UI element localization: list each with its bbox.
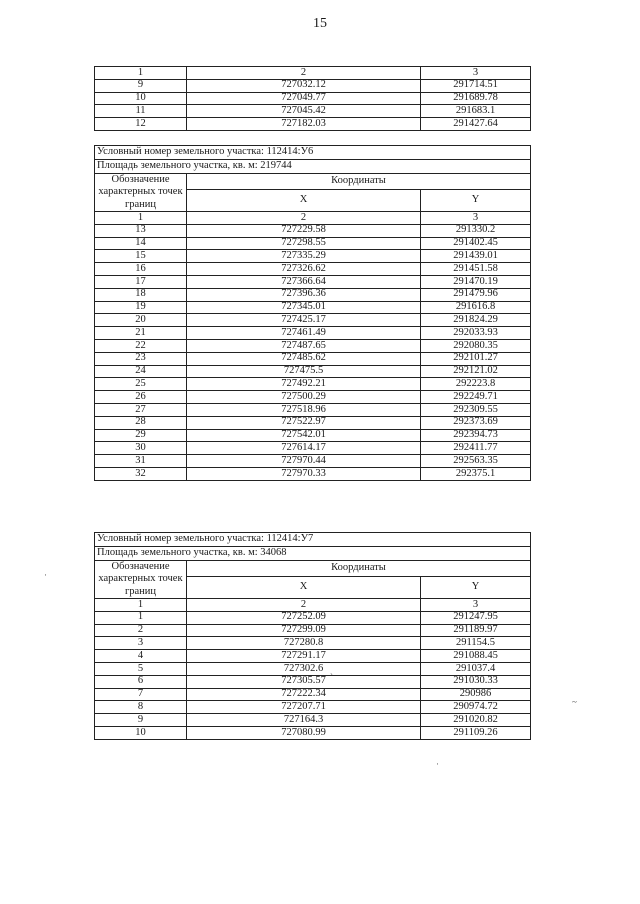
y-coordinate-cell: 292249.71 — [421, 391, 531, 404]
table-row — [95, 650, 531, 663]
table-row — [95, 301, 531, 314]
y-coordinate-cell: 292375.1 — [421, 467, 531, 480]
table-row — [95, 637, 531, 650]
y-coordinate-cell: 291402.45 — [421, 237, 531, 250]
table-row — [95, 339, 531, 352]
x-coordinate-cell: 727229.58 — [187, 224, 421, 237]
table-row — [95, 701, 531, 714]
table-row — [95, 455, 531, 468]
point-number-cell: 23 — [95, 352, 187, 365]
table-row — [95, 92, 531, 105]
cadastral-number-label: Условный номер земельного участка: 112414:У6 — [95, 146, 531, 160]
point-number-cell: 9 — [95, 79, 187, 92]
y-coordinate-cell: 291154.5 — [421, 637, 531, 650]
table-row — [95, 624, 531, 637]
point-number-cell: 17 — [95, 275, 187, 288]
cadastral-number-label: Условный номер земельного участка: 112414:У7 — [95, 533, 531, 547]
table-body — [95, 67, 531, 131]
coordinates-header: Координаты — [187, 174, 531, 190]
point-number-cell: 29 — [95, 429, 187, 442]
table-row — [95, 237, 531, 250]
point-number-cell: 7 — [95, 688, 187, 701]
x-coordinate-cell: 727164.3 — [187, 714, 421, 727]
x-coordinate-cell: 727425.17 — [187, 314, 421, 327]
scan-speck: · — [436, 759, 439, 769]
x-coordinate-cell: 727049.77 — [187, 92, 421, 105]
x-coordinate-cell: 727302.6 — [187, 662, 421, 675]
x-coordinate-cell: 727280.8 — [187, 637, 421, 650]
y-coordinate-cell: 291451.58 — [421, 263, 531, 276]
table-body — [95, 146, 531, 481]
parcel-u7-table — [94, 532, 531, 740]
x-coordinate-cell: 727045.42 — [187, 105, 421, 118]
point-number-cell: 12 — [95, 118, 187, 131]
table-row — [95, 442, 531, 455]
y-coordinate-cell: 291020.82 — [421, 714, 531, 727]
y-coordinate-cell: 291439.01 — [421, 250, 531, 263]
table-row — [95, 79, 531, 92]
point-number-cell: 13 — [95, 224, 187, 237]
y-coordinate-cell: 292394.73 — [421, 429, 531, 442]
cadastral-number-row — [95, 146, 531, 160]
y-coordinate-cell: 292373.69 — [421, 416, 531, 429]
point-designation-header: Обозначение характерных точек границ — [95, 561, 187, 599]
table-row — [95, 416, 531, 429]
column-number-row — [95, 212, 531, 225]
coordinates-table-continuation — [94, 66, 531, 131]
x-coordinate-cell: 727298.55 — [187, 237, 421, 250]
column-number-cell: 1 — [95, 599, 187, 612]
scan-speck: ` — [330, 672, 333, 682]
table-row — [95, 378, 531, 391]
x-coordinate-cell: 727970.33 — [187, 467, 421, 480]
y-coordinate-cell: 290986 — [421, 688, 531, 701]
y-coordinate-cell: 291479.96 — [421, 288, 531, 301]
x-coordinate-cell: 727305.57 — [187, 675, 421, 688]
point-number-cell: 26 — [95, 391, 187, 404]
point-number-cell: 27 — [95, 403, 187, 416]
y-coordinate-cell: 291470.19 — [421, 275, 531, 288]
x-coordinate-cell: 727970.44 — [187, 455, 421, 468]
parcel-u6-table — [94, 145, 531, 481]
column-number-row — [95, 599, 531, 612]
table-row — [95, 105, 531, 118]
point-number-cell: 22 — [95, 339, 187, 352]
page-number: 15 — [313, 16, 327, 31]
x-coordinate-cell: 727475.5 — [187, 365, 421, 378]
table-body — [95, 533, 531, 740]
y-coordinate-cell: 291689.78 — [421, 92, 531, 105]
point-number-cell: 10 — [95, 92, 187, 105]
y-coordinate-cell: 292080.35 — [421, 339, 531, 352]
y-coordinate-cell: 291683.1 — [421, 105, 531, 118]
x-coordinate-cell: 727396.36 — [187, 288, 421, 301]
point-designation-header: Обозначение характерных точек границ — [95, 174, 187, 212]
column-number-cell: 2 — [187, 599, 421, 612]
scan-speck: ~ — [572, 697, 577, 707]
x-coordinate-cell: 727335.29 — [187, 250, 421, 263]
table-row — [95, 275, 531, 288]
point-number-cell: 18 — [95, 288, 187, 301]
header-row — [95, 174, 531, 190]
table-row — [95, 352, 531, 365]
table-row — [95, 327, 531, 340]
point-number-cell: 1 — [95, 611, 187, 624]
area-row — [95, 547, 531, 561]
table-row — [95, 688, 531, 701]
y-coordinate-cell: 291037.4 — [421, 662, 531, 675]
y-coordinate-cell: 291189.97 — [421, 624, 531, 637]
point-number-cell: 19 — [95, 301, 187, 314]
point-number-cell: 9 — [95, 714, 187, 727]
table-row — [95, 611, 531, 624]
x-coordinate-cell: 727080.99 — [187, 726, 421, 739]
column-number-cell: 2 — [187, 67, 421, 80]
table-row — [95, 726, 531, 739]
x-header: X — [187, 577, 421, 599]
column-number-cell: 1 — [95, 212, 187, 225]
point-number-cell: 6 — [95, 675, 187, 688]
y-coordinate-cell: 291030.33 — [421, 675, 531, 688]
point-number-cell: 14 — [95, 237, 187, 250]
x-coordinate-cell: 727326.62 — [187, 263, 421, 276]
y-coordinate-cell: 292101.27 — [421, 352, 531, 365]
x-coordinate-cell: 727485.62 — [187, 352, 421, 365]
y-coordinate-cell: 292563.35 — [421, 455, 531, 468]
column-number-cell: 3 — [421, 67, 531, 80]
area-label: Площадь земельного участка, кв. м: 219744 — [95, 160, 531, 174]
table-row — [95, 250, 531, 263]
point-number-cell: 20 — [95, 314, 187, 327]
y-coordinate-cell: 291247.95 — [421, 611, 531, 624]
table-row — [95, 714, 531, 727]
column-number-row — [95, 67, 531, 80]
y-coordinate-cell: 291616.8 — [421, 301, 531, 314]
table-row — [95, 467, 531, 480]
y-coordinate-cell: 292411.77 — [421, 442, 531, 455]
x-coordinate-cell: 727366.64 — [187, 275, 421, 288]
point-number-cell: 5 — [95, 662, 187, 675]
y-coordinate-cell: 292033.93 — [421, 327, 531, 340]
table-row — [95, 224, 531, 237]
x-coordinate-cell: 727207.71 — [187, 701, 421, 714]
cadastral-number-row — [95, 533, 531, 547]
column-number-cell: 3 — [421, 599, 531, 612]
x-coordinate-cell: 727500.29 — [187, 391, 421, 404]
x-coordinate-cell: 727299.09 — [187, 624, 421, 637]
table-row — [95, 365, 531, 378]
point-number-cell: 30 — [95, 442, 187, 455]
header-row — [95, 561, 531, 577]
column-number-cell: 1 — [95, 67, 187, 80]
y-coordinate-cell: 291824.29 — [421, 314, 531, 327]
y-coordinate-cell: 291330.2 — [421, 224, 531, 237]
table-row — [95, 118, 531, 131]
x-coordinate-cell: 727614.17 — [187, 442, 421, 455]
x-coordinate-cell: 727518.96 — [187, 403, 421, 416]
point-number-cell: 28 — [95, 416, 187, 429]
table-row — [95, 263, 531, 276]
column-number-cell: 3 — [421, 212, 531, 225]
x-coordinate-cell: 727291.17 — [187, 650, 421, 663]
area-label: Площадь земельного участка, кв. м: 34068 — [95, 547, 531, 561]
column-number-cell: 2 — [187, 212, 421, 225]
area-row — [95, 160, 531, 174]
point-number-cell: 32 — [95, 467, 187, 480]
point-number-cell: 16 — [95, 263, 187, 276]
y-header: Y — [421, 190, 531, 212]
point-number-cell: 31 — [95, 455, 187, 468]
x-coordinate-cell: 727182.03 — [187, 118, 421, 131]
scan-speck: · — [44, 570, 47, 580]
point-number-cell: 3 — [95, 637, 187, 650]
y-coordinate-cell: 292121.02 — [421, 365, 531, 378]
table-row — [95, 429, 531, 442]
x-coordinate-cell: 727461.49 — [187, 327, 421, 340]
x-coordinate-cell: 727492.21 — [187, 378, 421, 391]
point-number-cell: 11 — [95, 105, 187, 118]
point-number-cell: 2 — [95, 624, 187, 637]
point-number-cell: 8 — [95, 701, 187, 714]
table-row — [95, 662, 531, 675]
point-number-cell: 24 — [95, 365, 187, 378]
x-coordinate-cell: 727522.97 — [187, 416, 421, 429]
x-coordinate-cell: 727222.34 — [187, 688, 421, 701]
table-row — [95, 314, 531, 327]
table-row — [95, 675, 531, 688]
y-coordinate-cell: 290974.72 — [421, 701, 531, 714]
y-coordinate-cell: 292223.8 — [421, 378, 531, 391]
point-number-cell: 21 — [95, 327, 187, 340]
y-coordinate-cell: 291427.64 — [421, 118, 531, 131]
x-coordinate-cell: 727487.65 — [187, 339, 421, 352]
point-number-cell: 25 — [95, 378, 187, 391]
y-header: Y — [421, 577, 531, 599]
y-coordinate-cell: 291714.51 — [421, 79, 531, 92]
point-number-cell: 15 — [95, 250, 187, 263]
y-coordinate-cell: 291088.45 — [421, 650, 531, 663]
x-header: X — [187, 190, 421, 212]
coordinates-header: Координаты — [187, 561, 531, 577]
table-row — [95, 288, 531, 301]
x-coordinate-cell: 727345.01 — [187, 301, 421, 314]
y-coordinate-cell: 292309.55 — [421, 403, 531, 416]
table-row — [95, 391, 531, 404]
y-coordinate-cell: 291109.26 — [421, 726, 531, 739]
x-coordinate-cell: 727032.12 — [187, 79, 421, 92]
point-number-cell: 10 — [95, 726, 187, 739]
x-coordinate-cell: 727252.09 — [187, 611, 421, 624]
x-coordinate-cell: 727542.01 — [187, 429, 421, 442]
table-row — [95, 403, 531, 416]
point-number-cell: 4 — [95, 650, 187, 663]
